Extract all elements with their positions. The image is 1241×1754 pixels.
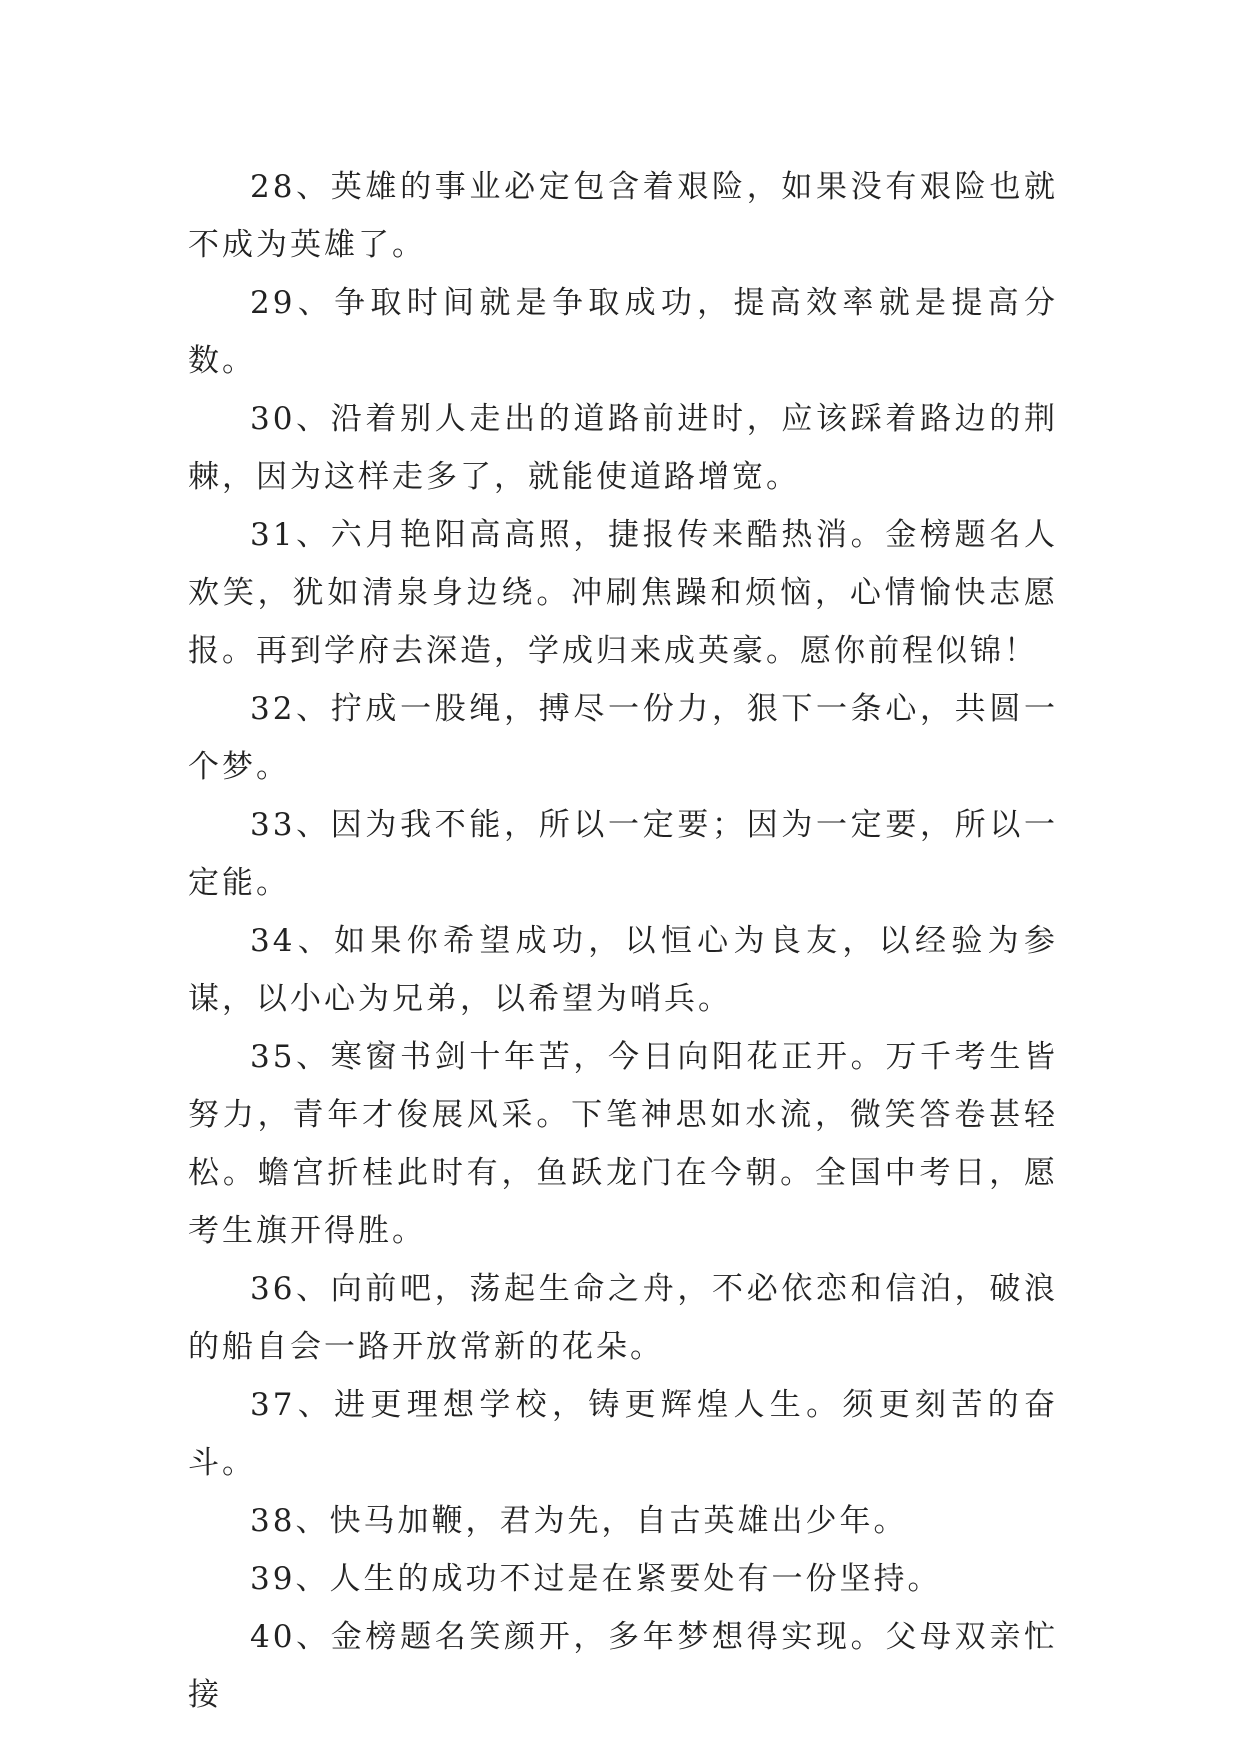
paragraph-31: 31、六月艳阳高高照，捷报传来酷热消。金榜题名人欢笑，犹如清泉身边绕。冲刷焦躁和烦恼，心情愉快志愿报。再到学府去深造，学成归来成英豪。愿你前程似锦！	[188, 517, 1058, 669]
paragraph-37: 37、进更理想学校，铸更辉煌人生。须更刻苦的奋斗。	[188, 1387, 1058, 1481]
paragraph-39: 39、人生的成功不过是在紧要处有一份坚持。	[250, 1561, 942, 1597]
paragraph-28: 28、英雄的事业必定包含着艰险，如果没有艰险也就不成为英雄了。	[188, 169, 1058, 263]
paragraph-29: 29、争取时间就是争取成功，提高效率就是提高分数。	[188, 285, 1058, 379]
paragraph-40: 40、金榜题名笑颜开，多年梦想得实现。父母双亲忙接	[188, 1619, 1058, 1713]
paragraph-34: 34、如果你希望成功，以恒心为良友，以经验为参谋，以小心为兄弟，以希望为哨兵。	[188, 923, 1058, 1017]
document-body	[188, 158, 1058, 1724]
paragraph-35: 35、寒窗书剑十年苦，今日向阳花正开。万千考生皆努力，青年才俊展风采。下笔神思如水流，微笑答卷甚轻松。蟾宫折桂此时有，鱼跃龙门在今朝。全国中考日，愿考生旗开得胜。	[188, 1039, 1058, 1249]
paragraph-33: 33、因为我不能，所以一定要；因为一定要，所以一定能。	[188, 807, 1058, 901]
paragraph-32: 32、拧成一股绳，搏尽一份力，狠下一条心，共圆一个梦。	[188, 691, 1058, 785]
paragraph-30: 30、沿着别人走出的道路前进时，应该踩着路边的荆棘，因为这样走多了，就能使道路增宽。	[188, 401, 1058, 495]
paragraph-38: 38、快马加鞭，君为先，自古英雄出少年。	[250, 1503, 908, 1539]
paragraph-36: 36、向前吧，荡起生命之舟，不必依恋和信泊，破浪的船自会一路开放常新的花朵。	[188, 1271, 1058, 1365]
